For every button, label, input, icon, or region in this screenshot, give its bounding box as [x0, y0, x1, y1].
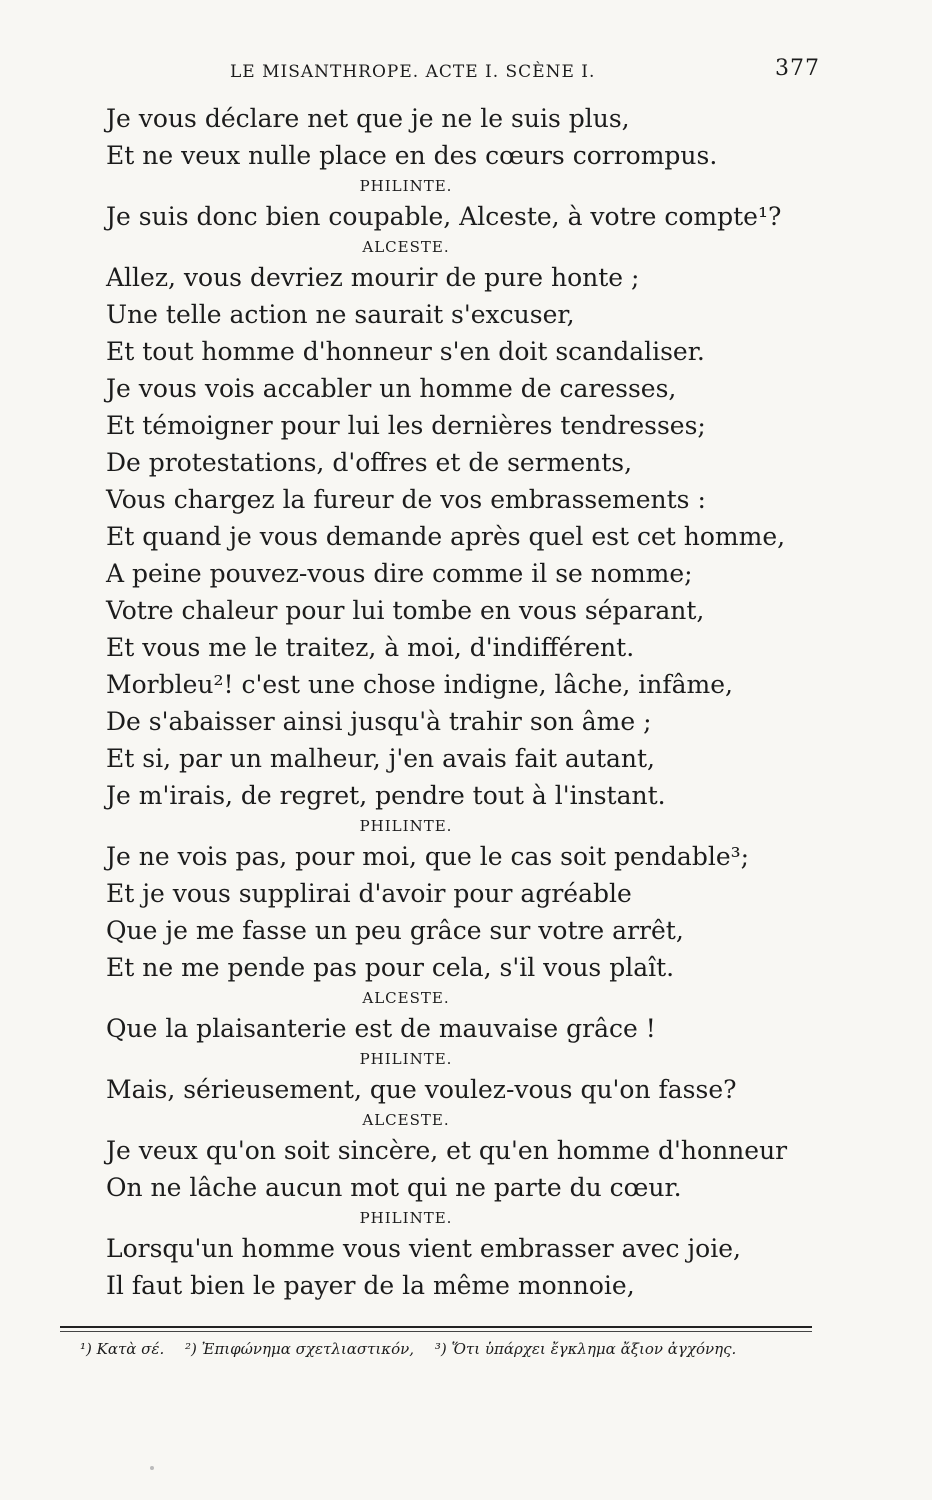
verse-line: Allez, vous devriez mourir de pure honte ;: [106, 263, 640, 292]
verse-line: Que la plaisanterie est de mauvaise grâce !: [106, 1014, 656, 1043]
verse-line: Que je me fasse un peu grâce sur votre arrêt,: [106, 916, 684, 945]
verse-line: Vous chargez la fureur de vos embrassements :: [106, 485, 706, 514]
speaker-name: PHILINTE.: [359, 817, 453, 835]
speaker-name: PHILINTE.: [359, 1050, 453, 1068]
verse-line: A peine pouvez-vous dire comme il se nomme;: [106, 559, 693, 588]
paper-speck: [150, 1466, 154, 1470]
verse-line: Morbleu²! c'est une chose indigne, lâche, infâme,: [106, 670, 733, 699]
verse-line: Il faut bien le payer de la même monnoie,: [106, 1271, 635, 1300]
verse-line: Je veux qu'on soit sincère, et qu'en homme d'honneur: [106, 1136, 788, 1165]
footnotes: [80, 1340, 820, 1358]
footnote-rule: [60, 1326, 812, 1328]
page-number: 377: [775, 56, 820, 81]
verse-line: Et vous me le traitez, à moi, d'indifférent.: [106, 633, 635, 662]
speaker-name: PHILINTE.: [359, 1209, 453, 1227]
play-text: [106, 100, 806, 1304]
verse-line: Et ne me pende pas pour cela, s'il vous plaît.: [106, 953, 675, 982]
verse-line: Et si, par un malheur, j'en avais fait autant,: [106, 744, 655, 773]
verse-line: Et ne veux nulle place en des cœurs corrompus.: [106, 141, 718, 170]
verse-line: De protestations, d'offres et de serments,: [106, 448, 633, 477]
verse-line: Je ne vois pas, pour moi, que le cas soit pendable³;: [106, 842, 750, 871]
footnote-1: ¹) Κατὰ σέ.: [80, 1340, 165, 1358]
running-title: LE MISANTHROPE. ACTE I. SCÈNE I.: [230, 62, 596, 82]
speaker-name: PHILINTE.: [359, 177, 453, 195]
speaker-name: ALCESTE.: [362, 238, 450, 256]
verse-line: Lorsqu'un homme vous vient embrasser avec joie,: [106, 1234, 741, 1263]
verse-line: Une telle action ne saurait s'excuser,: [106, 300, 575, 329]
footnote-2: ²) Ἐπιφώνημα σχετλιαστικόν,: [185, 1340, 415, 1358]
verse-line: Je m'irais, de regret, pendre tout à l'instant.: [106, 781, 666, 810]
verse-line: Et tout homme d'honneur s'en doit scandaliser.: [106, 337, 705, 366]
verse-line: Et témoigner pour lui les dernières tendresses;: [106, 411, 706, 440]
verse-line: Votre chaleur pour lui tombe en vous séparant,: [106, 596, 705, 625]
page-header: [230, 56, 820, 86]
footnote-rule-thin: [60, 1331, 812, 1332]
verse-line: Et quand je vous demande après quel est cet homme,: [106, 522, 786, 551]
verse-line: Et je vous supplirai d'avoir pour agréable: [106, 879, 632, 908]
verse-line: Je suis donc bien coupable, Alceste, à votre compte¹?: [106, 202, 782, 231]
footnote-3: ³) Ὅτι ὑπάρχει ἔγκλημα ἄξιον ἀγχόνης.: [434, 1340, 737, 1358]
verse-line: De s'abaisser ainsi jusqu'à trahir son âme ;: [106, 707, 652, 736]
verse-line: Mais, sérieusement, que voulez-vous qu'on fasse?: [106, 1075, 737, 1104]
verse-line: Je vous vois accabler un homme de caresses,: [106, 374, 677, 403]
verse-line: Je vous déclare net que je ne le suis plus,: [106, 104, 630, 133]
speaker-name: ALCESTE.: [362, 989, 450, 1007]
verse-line: On ne lâche aucun mot qui ne parte du cœur.: [106, 1173, 682, 1202]
speaker-name: ALCESTE.: [362, 1111, 450, 1129]
